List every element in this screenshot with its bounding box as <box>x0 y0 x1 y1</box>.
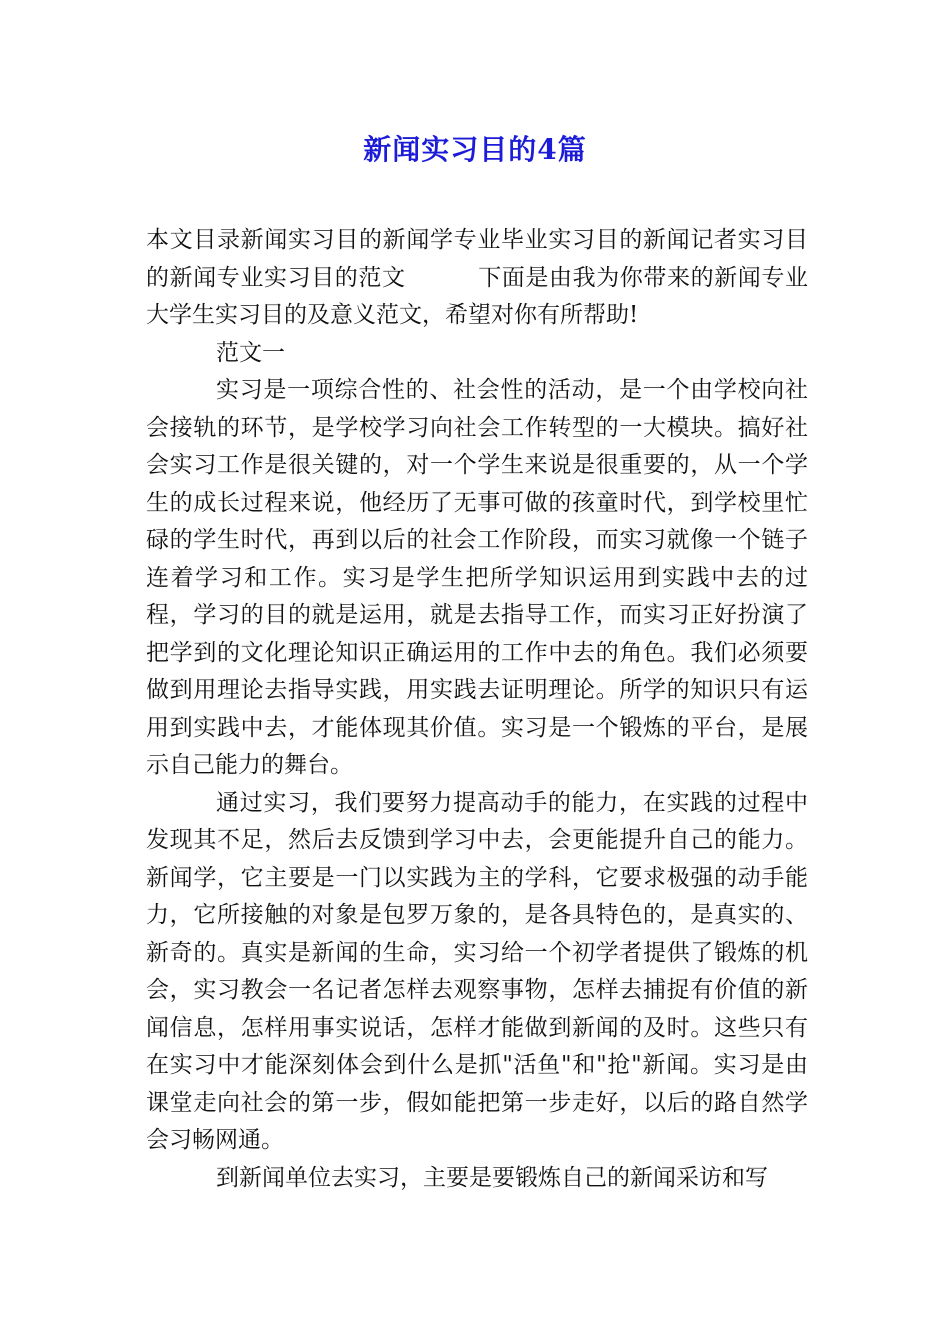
document-body <box>146 222 808 1197</box>
section-heading: 范文一 <box>216 339 285 366</box>
body-paragraph-3: 到新闻单位去实习，主要是要锻炼自己的新闻采访和写 <box>216 1164 768 1191</box>
body-paragraph-2: 通过实习，我们要努力提高动手的能力，在实践的过程中发现其不足，然后去反馈到学习中去，会更能提升自己的能力。新闻学，它主要是一门以实践为主的学科，它要求极强的动手能力，它所接触的对象是包罗万象的，是各具特色的，是真实的、新奇的。真实是新闻的生命，实习给一个初学者提供了锻炼的机会，实习教会一名记者怎样去观察事物，怎样去捕捉有价值的新闻信息，怎样用事实说话，怎样才能做到新闻的及时。这些只有在实习中才能深刻体会到什么是抓"活鱼"和"抢"新闻。实习是由课堂走向社会的第一步，假如能把第一步走好，以后的路自然学会习畅网通。 <box>146 789 808 1153</box>
document-title: 新闻实习目的4篇 <box>363 133 587 166</box>
intro-text-part-2: 下面是由我为你带来的新闻专业大学生实习目的及意义范文，希望对你有所帮助! <box>146 264 809 328</box>
intro-paragraph <box>146 222 808 335</box>
body-paragraph-1: 实习是一项综合性的、社会性的活动，是一个由学校向社会接轨的环节，是学校学习向社会工作转型的一大模块。搞好社会实习工作是很关键的，对一个学生来说是很重要的，从一个学生的成长过程来说，他经历了无事可做的孩童时代，到学校里忙碌的学生时代，再到以后的社会工作阶段，而实习就像一个链子连着学习和工作。实习是学生把所学知识运用到实践中去的过程，学习的目的就是运用，就是去指导工作，而实习正好扮演了把学到的文化理论知识正确运用的工作中去的角色。我们必须要做到用理论去指导实践，用实践去证明理论。所学的知识只有运用到实践中去，才能体现其价值。实习是一个锻炼的平台，是展示自己能力的舞台。 <box>146 377 808 778</box>
intro-text-part-1: 本文目录新闻实习目的新闻学专业毕业实习目的新闻记者实习目的新闻专业实习目的范文 <box>146 227 808 291</box>
